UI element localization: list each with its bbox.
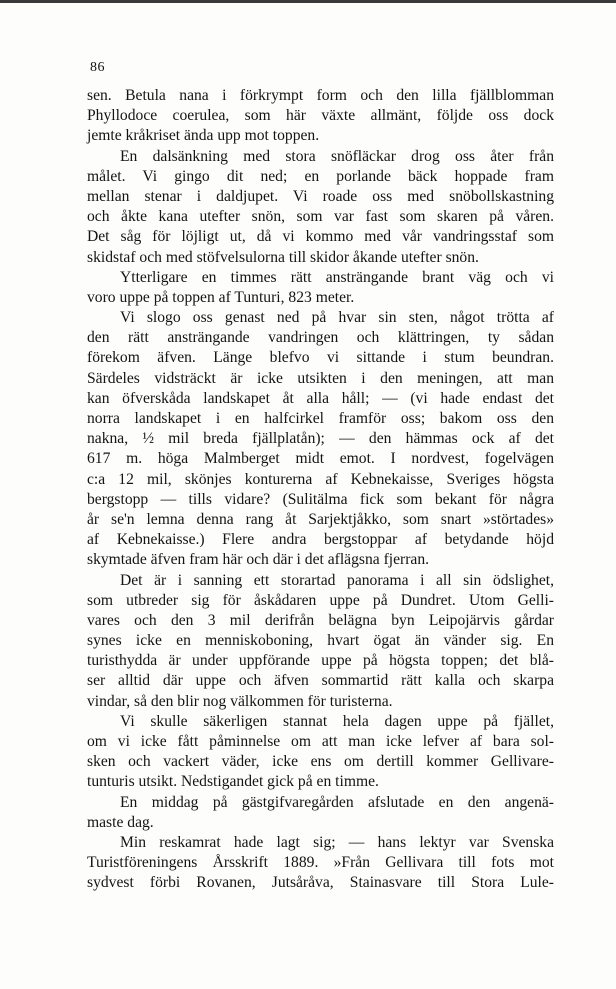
text-line: Min reskamrat hade lagt sig; — hans lektyr var Svenska	[120, 833, 554, 851]
text-line: norra landskapet i en halfcirkel framför oss; bakom oss den	[87, 410, 554, 427]
text-line: turisthydda är under uppförande uppe på högsta toppen; det blå-	[87, 652, 554, 670]
text-line: kan öfverskåda landskapet åt alla håll; — (vi hade endast det	[87, 389, 554, 407]
text-line: ser alltid där uppe och äfven sommartid rätt kalla och skarpa	[87, 672, 554, 690]
text-line: nakna, ½ mil breda fjällplatån); — den hämmas ock af det	[87, 430, 554, 448]
text-line: bergstopp — tills vidare? (Sulitälma fick som bekant för några	[87, 490, 554, 508]
text-line: den rätt ansträngande vandringen och klättringen, ty sådan	[87, 329, 554, 347]
text-line: maste dag.	[87, 813, 154, 831]
text-line: om vi icke fått påminnelse om att man icke lefver af bara sol-	[87, 733, 554, 750]
text-line: sken och vackert väder, icke ens om dertill kommer Gellivare-	[87, 753, 554, 771]
text-line: som utbreder sig för åskådaren uppe på Dundret. Utom Gelli-	[87, 591, 554, 609]
body-text	[87, 86, 554, 894]
text-line: skymtade äfven fram här och där i det aflägsna fjerran.	[87, 551, 430, 569]
text-line: Det såg för löjligt ut, då vi kommo med vår vandringsstaf som	[87, 228, 554, 246]
text-line: Särdeles vidsträckt är icke utsikten i den meningen, att man	[87, 369, 554, 387]
text-line: Ytterligare en timmes rätt ansträngande brant väg och vi	[120, 268, 554, 286]
text-line: Det är i sanning ett storartad panorama i all sin ödslighet,	[120, 571, 554, 589]
text-line: jemte kråkriset ända upp mot toppen.	[87, 127, 320, 145]
text-line: vindar, så den blir nog välkommen för turisterna.	[87, 692, 393, 710]
text-line: målet. Vi gingo dit ned; en porlande bäck hoppade fram	[87, 167, 554, 185]
text-line: vares och den 3 mil derifrån belägna byn Leipojärvis gårdar	[87, 611, 554, 629]
page-number: 86	[90, 60, 105, 75]
text-line: år se'n lemna denna rang åt Sarjektjåkko, som snart »störtades»	[87, 510, 554, 528]
text-line: förekom äfven. Länge blefvo vi sittande i stum beundran.	[87, 349, 554, 367]
text-line: voro uppe på toppen af Tunturi, 823 meter.	[87, 288, 355, 306]
scan-top-edge	[0, 0, 616, 3]
text-line: synes icke en menniskoboning, hvart ögat än vänder sig. En	[87, 632, 554, 650]
text-line: och åkte kana utefter snön, som var fast som skaren på våren.	[87, 208, 554, 226]
text-line: tunturis utsikt. Nedstigandet gick på en timme.	[87, 773, 379, 791]
text-line: En dalsänkning med stora snöfläckar drog oss åter från	[120, 147, 554, 165]
text-line: Phyllodoce coerulea, som här växte allmänt, följde oss dock	[87, 107, 554, 125]
text-line: sen. Betula nana i förkrympt form och den lilla fjällblomman	[87, 87, 554, 104]
text-line: Turistföreningens Årsskrift 1889. »Från Gellivara till fots mot	[87, 854, 554, 872]
text-line: af Kebnekaisse.) Flere andra bergstoppar af betydande höjd	[87, 531, 554, 549]
text-line: mellan stenar i daldjupet. Vi roade oss med snöbollskastning	[87, 187, 554, 205]
text-line: 617 m. höga Malmberget midt emot. I nordvest, fogelvägen	[87, 450, 554, 468]
text-line: En middag på gästgifvaregården afslutade en den angenä-	[120, 793, 554, 811]
text-line: Vi skulle säkerligen stannat hela dagen uppe på fjället,	[120, 712, 554, 730]
text-line: skidstaf och med stöfvelsulorna till skidor åkande utefter snön.	[87, 248, 479, 266]
text-line: sydvest förbi Rovanen, Jutsåråva, Stainasvare till Stora Lule-	[87, 874, 554, 892]
text-line: Vi slogo oss genast ned på hvar sin sten, något trötta af	[120, 309, 554, 327]
text-line: c:a 12 mil, skönjes konturerna af Kebnekaisse, Sveriges högsta	[87, 470, 554, 488]
